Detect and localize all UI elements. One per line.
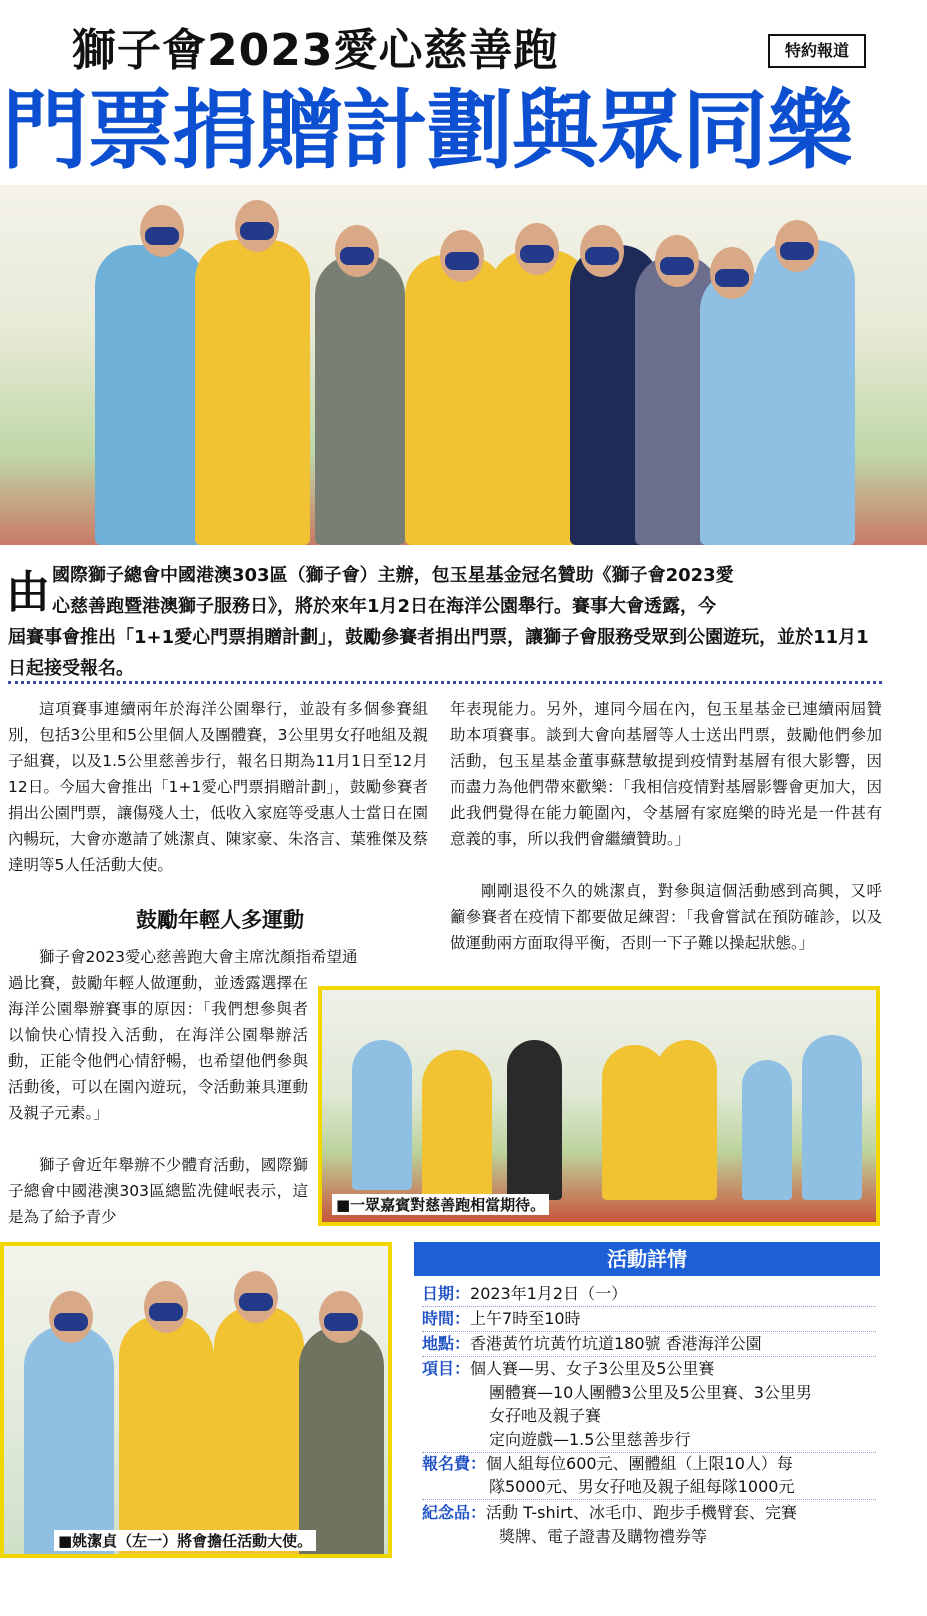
body-paragraph-2: 過比賽，鼓勵年輕人做運動，並透露選擇在海洋公園舉辦賽事的原因：「我們想參與者以愉快心情投入活動，在海洋公園舉辦活動，正能令他們心情舒暢，也希望他們參與活動後，可以在園內遊玩，令活動兼具運動及親子元素。」 xyxy=(8,974,308,1122)
detail-sep xyxy=(422,1499,876,1500)
ambassadors-photo xyxy=(0,1242,392,1558)
dotted-divider xyxy=(8,681,882,684)
body-paragraph-2-start: 獅子會2023愛心慈善跑大會主席沈顏指希望通 xyxy=(39,948,358,966)
body-paragraph-3: 獅子會近年舉辦不少體育活動，國際獅子總會中國港澳303區總監冼健岷表示，這是為了給予青少 xyxy=(8,1156,308,1226)
detail-row-date: 日期：2023年1月2日（一） xyxy=(422,1284,628,1303)
left-photo-caption: ■姚潔貞（左一）將會擔任活動大使。 xyxy=(54,1530,316,1551)
body-paragraph-5: 剛剛退役不久的姚潔貞，對參與這個活動感到高興，又呼籲參賽者在疫情下都要做足練習：「我會嘗試在預防確診，以及做運動兩方面取得平衡，否則一下子難以操起狀態。」 xyxy=(450,882,882,952)
details-title: 活動詳情 xyxy=(414,1242,880,1276)
detail-row-venue: 地點：香港黃竹坑黃竹坑道180號 香港海洋公園 xyxy=(422,1334,762,1353)
detail-row-events-4: 定向遊戲—1.5公里慈善步行 xyxy=(489,1430,691,1449)
main-group-photo xyxy=(0,185,927,545)
detail-row-events: 項目：個人賽—男、女子3公里及5公里賽 xyxy=(422,1359,715,1378)
special-report-tag: 特約報道 xyxy=(768,34,866,68)
subheading: 鼓勵年輕人多運動 xyxy=(136,908,304,932)
detail-row-fee: 報名費：個人組每位600元、團體組（上限10人）每 xyxy=(422,1454,793,1473)
detail-row-fee-2: 隊5000元、男女孖吔及親子組每隊1000元 xyxy=(489,1477,795,1496)
detail-row-souvenir-2: 獎牌、電子證書及購物禮券等 xyxy=(499,1527,708,1546)
right-photo-caption: ■一眾嘉賓對慈善跑相當期待。 xyxy=(332,1194,549,1215)
headline: 門票捐贈計劃與眾同樂 xyxy=(2,81,852,181)
detail-row-events-3: 女孖吔及親子賽 xyxy=(489,1406,602,1425)
event-details-box xyxy=(414,1242,880,1558)
body-paragraph-4: 年表現能力。另外，連同今屆在內，包玉星基金已連續兩屆贊助本項賽事。談到大會向基層等人士送出門票，鼓勵他們參加活動，包玉星基金董事蘇慧敏提到疫情對基層有很大影響，因而盡力為他們帶來歡樂：「我相信疫情對基層影響會更加大，因此我們覺得在能力範圍內，令基層有家庭樂的時光是一件甚有意義的事，所以我們會繼續贊助。」 xyxy=(450,700,882,848)
detail-row-souvenir: 紀念品：活動 T-shirt、冰毛巾、跑步手機臂套、完賽 xyxy=(422,1503,797,1522)
drop-cap: 由 xyxy=(6,567,50,618)
lede-line-1: 國際獅子總會中國港澳303區（獅子會）主辦，包玉星基金冠名贊助《獅子會2023愛 xyxy=(52,565,734,586)
detail-row-events-2: 團體賽—10人團體3公里及5公里賽、3公里男 xyxy=(489,1383,812,1402)
runners-photo xyxy=(318,986,880,1226)
lede-line-2: 心慈善跑暨港澳獅子服務日》，將於來年1月2日在海洋公園舉行。賽事大會透露，今 xyxy=(52,596,717,617)
lede-rest: 屆賽事會推出「1+1愛心門票捐贈計劃」，鼓勵參賽者捐出門票，讓獅子會服務受眾到公園遊玩，並於11月1日起接受報名。 xyxy=(8,627,869,679)
kicker-title: 獅子會2023愛心慈善跑 xyxy=(72,25,559,76)
detail-row-time: 時間：上午7時至10時 xyxy=(422,1309,581,1328)
body-paragraph-1: 這項賽事連續兩年於海洋公園舉行，並設有多個參賽組別，包括3公里和5公里個人及團體賽，3公里男女孖吔組及親子組賽，以及1.5公里慈善步行，報名日期為11月1日至12月12日。今屆大會推出「1+1愛心門票捐贈計劃」，鼓勵參賽者捐出公園門票，讓傷殘人士，低收入家庭等受惠人士當日在園內暢玩，大會亦邀請了姚潔貞、陳家豪、朱洛言、葉雅傑及蔡達明等5人任活動大使。 xyxy=(8,700,428,874)
lede-lines xyxy=(52,560,882,591)
